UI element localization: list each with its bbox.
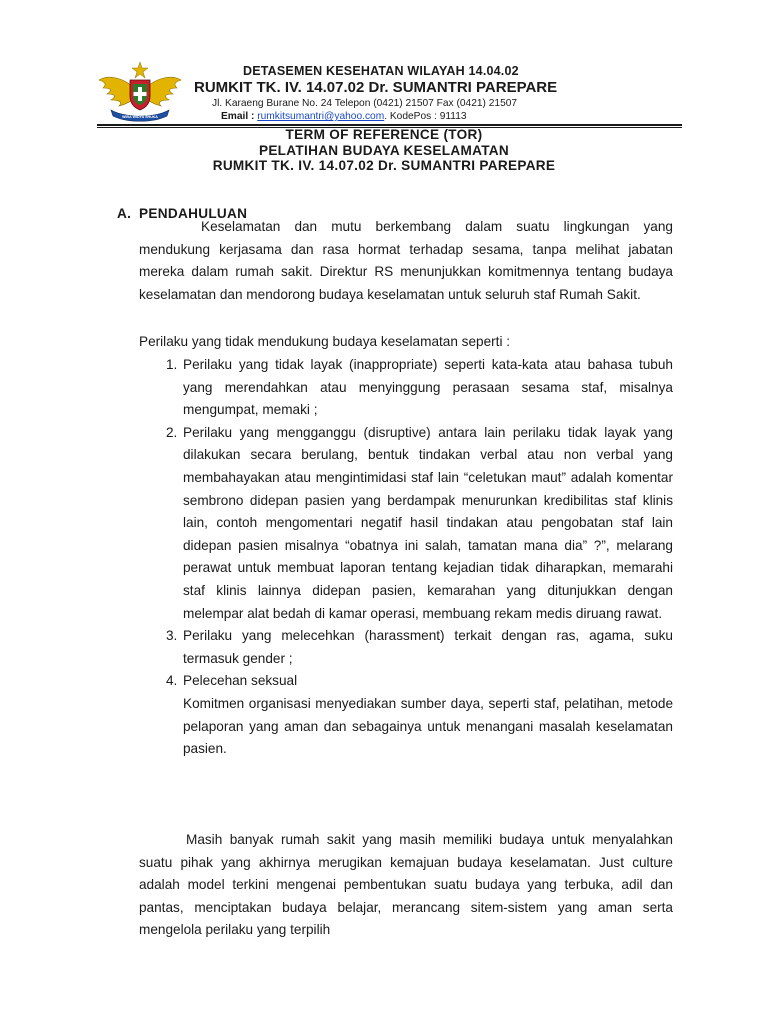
paragraph-behaviors-intro: Perilaku yang tidak mendukung budaya keselamatan seperti : [139, 334, 511, 349]
list-item-text: Perilaku yang tidak layak (inappropriate) seperti kata-kata atau bahasa tubuh yang merendahkan atau menyinggung perasaan sesama staf, misalnya mengumpat, memaki ; [183, 357, 673, 418]
title-line-2: PELATIHAN BUDAYA KESELAMATAN [258, 142, 510, 158]
document-title [0, 127, 768, 174]
list-item-text: Perilaku yang mengganggu (disruptive) antara lain perilaku tidak layak yang dilakukan secara berulang, bentuk tindakan verbal atau non verbal yang membahayakan atau mengintimidasi staf lain “celetukan maut” adalah komentar sembrono didepan pasien yang berdampak menurunkan kredibilitas staf klinis lain, contoh mengomentari negatif hasil tindakan atau pengobatan staf lain didepan pasien misalnya “obatnya ini salah, tamatan mana dia” ?”, melarang perawat untuk membuat laporan tentang kejadian tidak diharapkan, memarahi staf klinis lainnya didepan pasien, kemarahan yang ditunjukkan dengan melempar alat bedah di kamar operasi, membuang rekam medis diruang rawat. [183, 424, 673, 621]
email-link[interactable]: rumkitsumantri@yahoo.com [257, 111, 385, 122]
letterhead-address: Jl. Karaeng Burane No. 24 Telepon (0421) 21507 Fax (0421) 21507 [212, 98, 518, 109]
paragraph-just-culture: Masih banyak rumah sakit yang masih memiliki budaya untuk menyalahkan suatu pihak yang akhirnya merugikan kemajuan budaya keselamatan. Just culture adalah model terkini mengenai pembentukan suatu budaya yang terbuka, adil dan pantas, menciptakan budaya belajar, merancang sitem-sistem yang aman serta mengelola perilaku yang terpilih [139, 832, 673, 938]
list-item [166, 354, 673, 422]
list-item-text: Perilaku yang melecehkan (harassment) terkait dengan ras, agama, suku termasuk gender ; [183, 628, 673, 666]
title-line-1: TERM OF REFERENCE (TOR) [285, 127, 483, 142]
list-item-number: 3. [166, 628, 178, 644]
list-item-text: Pelecehan seksual [183, 673, 298, 689]
section-number: A. [117, 206, 132, 221]
list-item-number: 4. [166, 673, 178, 689]
letterhead-unit: DETASEMEN KESEHATAN WILAYAH 14.04.02 [243, 64, 519, 78]
logo-motto: WIRA WIDYA SHUKA [122, 115, 158, 119]
section-title: PENDAHULUAN [139, 206, 248, 221]
hospital-logo-icon [97, 60, 183, 126]
list-item [166, 670, 673, 760]
behavior-list [166, 354, 673, 761]
email-label: Email : [221, 111, 258, 122]
list-item [166, 422, 673, 625]
postal-code: . KodePos : 91113 [384, 111, 467, 122]
list-item-number: 1. [166, 357, 178, 372]
title-line-3: RUMKIT TK. IV. 14.07.02 Dr. SUMANTRI PAREPARE [212, 158, 556, 173]
list-item [166, 625, 673, 670]
letterhead-contact [221, 111, 467, 122]
letterhead-hospital-name: RUMKIT TK. IV. 14.07.02 Dr. SUMANTRI PAREPARE [194, 79, 558, 96]
letterhead-divider-thick [97, 124, 682, 126]
paragraph-intro: Keselamatan dan mutu berkembang dalam suatu lingkungan yang mendukung kerjasama dan rasa hormat terhadap sesama, tanpa melihat jabatan mereka dalam rumah sakit. Direktur RS menunjukkan komitmennya tentang budaya keselamatan dan mendorong budaya keselamatan untuk seluruh staf Rumah Sakit. [139, 219, 673, 302]
item-followup-text: Komitmen organisasi menyediakan sumber daya, seperti staf, pelatihan, metode pelaporan yang aman dan sebagainya untuk menangani masalah keselamatan pasien. [183, 695, 673, 757]
list-item-number: 2. [166, 424, 178, 440]
